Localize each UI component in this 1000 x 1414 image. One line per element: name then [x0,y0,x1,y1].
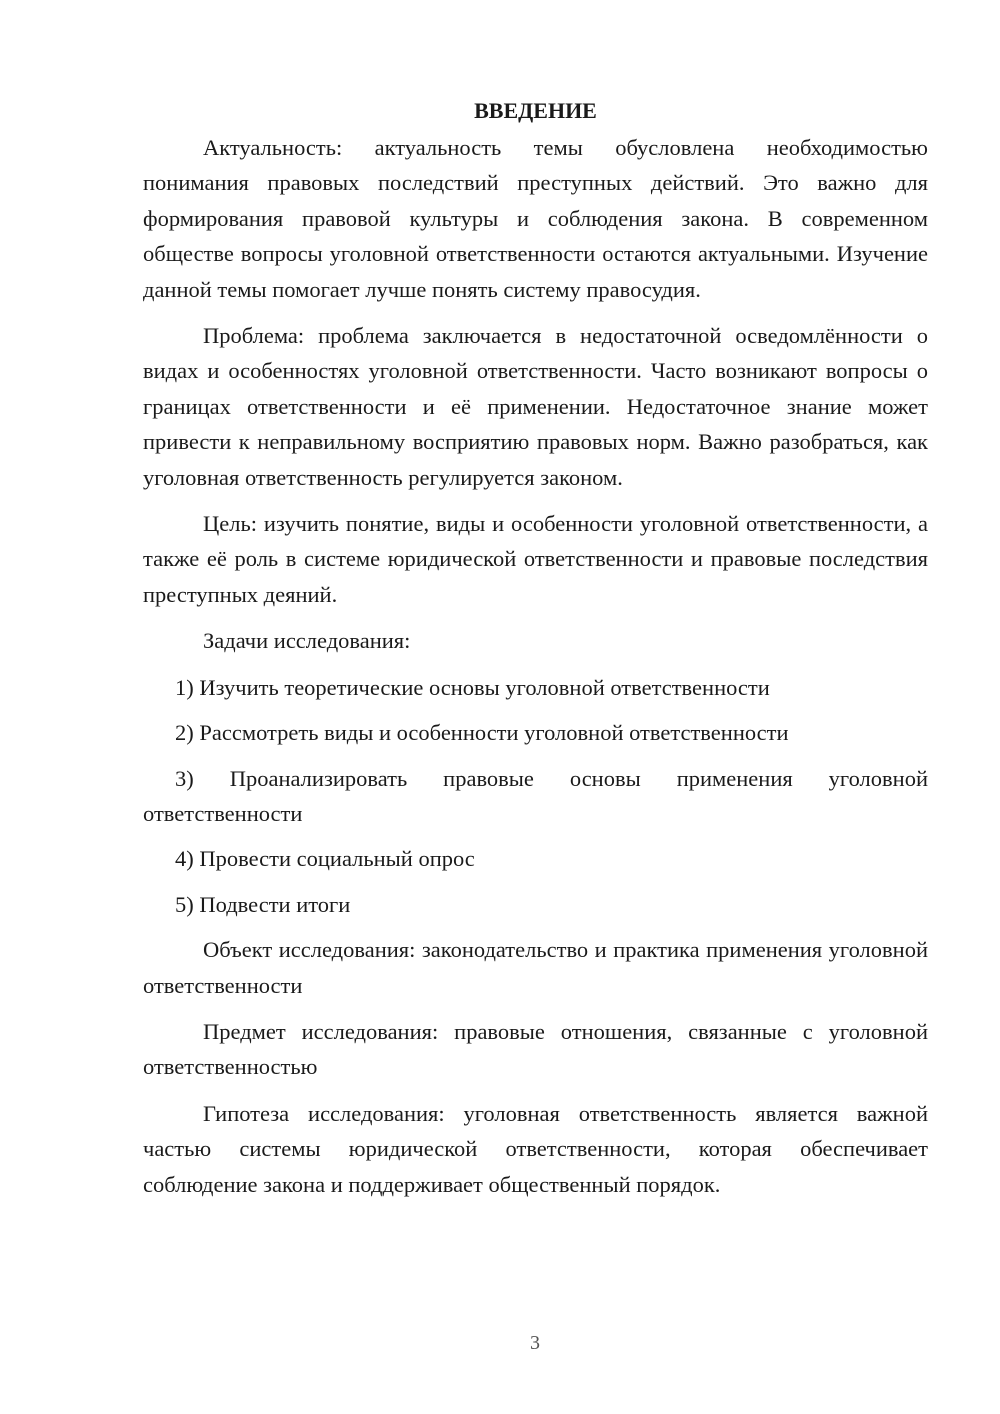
document-title: ВВЕДЕНИЕ [474,98,597,123]
task-item-3: 3) Проанализировать правовые основы применения уголовной ответственности [143,765,928,826]
page-number: 3 [530,1332,540,1354]
task-item-5: 5) Подвести итоги [175,891,351,917]
subject-paragraph: Предмет исследования: правовые отношения, связанные с уголовной ответственностью [143,1018,928,1080]
goal-paragraph: Цель: изучить понятие, виды и особенности уголовной ответственности, а также её роль в системе юридической ответственности и правовые последствия преступных деяний. [143,511,928,607]
problem-paragraph: Проблема: проблема заключается в недостаточной осведомлённости о видах и особенностях уголовной ответственности. Часто возникают вопросы о границах ответственности и её применении. Недостаточное знание может привести к неправильному восприятию правовых норм. Важно разобраться, как уголовная ответственность регулируется законом. [143,323,928,490]
task-item-1: 1) Изучить теоретические основы уголовной ответственности [175,674,770,700]
task-item-2: 2) Рассмотреть виды и особенности уголовной ответственности [175,720,789,746]
hypothesis-paragraph: Гипотеза исследования: уголовная ответственность является важной частью системы юридической ответственности, которая обеспечивает соблюдение закона и поддерживает общественный порядок. [143,1100,928,1197]
task-item-4: 4) Провести социальный опрос [175,846,475,872]
document-page [143,96,928,1213]
tasks-heading: Задачи исследования: [203,628,411,654]
object-paragraph: Объект исследования: законодательство и практика применения уголовной ответственности [143,937,928,998]
relevance-paragraph: Актуальность: актуальность темы обусловлена необходимостью понимания правовых последствий преступных действий. Это важно для формирования правовой культуры и соблюдения закона. В современном обществе вопросы уголовной ответственности остаются актуальными. Изучение данной темы помогает лучше понять систему правосудия. [143,135,928,302]
